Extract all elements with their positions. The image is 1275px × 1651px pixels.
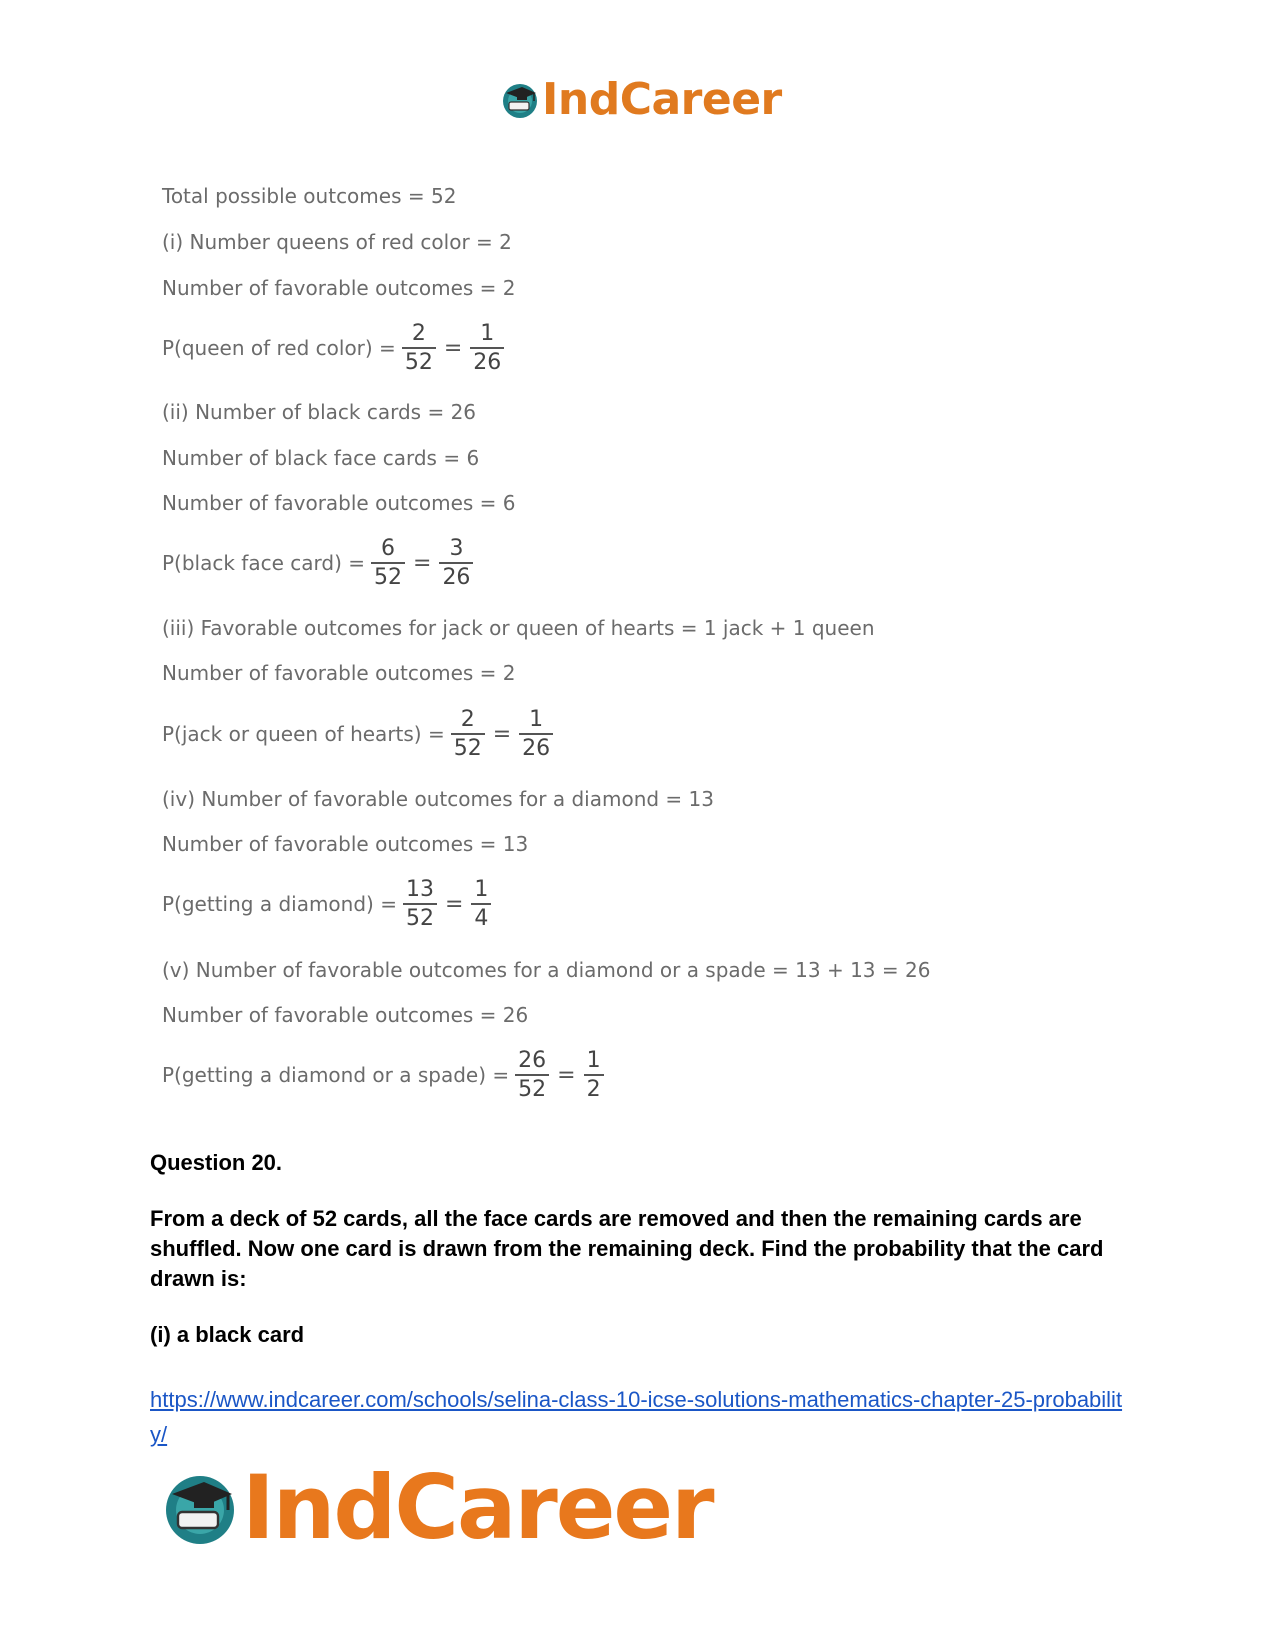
part-v-line-1: (v) Number of favorable outcomes for a diamond or a spade = 13 + 13 = 26 bbox=[162, 958, 931, 982]
total-outcomes-line: Total possible outcomes = 52 bbox=[162, 184, 457, 208]
denominator: 52 bbox=[402, 347, 436, 374]
fraction bbox=[371, 537, 405, 589]
prob-label: P(black face card) = bbox=[162, 551, 365, 576]
part-iv-probability bbox=[162, 878, 497, 930]
denominator: 52 bbox=[451, 733, 485, 760]
footer-logo-text: IndCareer bbox=[242, 1456, 713, 1559]
question-title: Question 20. bbox=[150, 1150, 283, 1175]
question-body: From a deck of 52 cards, all the face cards are removed and then the remaining cards are shuffled. Now one card is drawn from the remaining deck. Find the probability that the card drawn is: bbox=[150, 1206, 1104, 1291]
numerator: 1 bbox=[586, 1048, 601, 1073]
denominator: 52 bbox=[371, 562, 405, 589]
fraction bbox=[403, 878, 437, 930]
prob-label: P(getting a diamond) = bbox=[162, 892, 397, 917]
denominator: 52 bbox=[515, 1074, 549, 1101]
part-ii-line-2: Number of black face cards = 6 bbox=[162, 446, 480, 470]
equals-sign: = bbox=[492, 721, 512, 747]
fraction bbox=[519, 708, 553, 760]
prob-label: P(jack or queen of hearts) = bbox=[162, 722, 445, 747]
fraction bbox=[451, 708, 485, 760]
prob-label: P(queen of red color) = bbox=[162, 336, 396, 361]
numerator: 26 bbox=[518, 1048, 547, 1073]
numerator: 6 bbox=[381, 536, 395, 561]
equals-sign: = bbox=[557, 1062, 576, 1088]
numerator: 2 bbox=[411, 321, 426, 346]
part-i-probability bbox=[162, 322, 510, 374]
fraction bbox=[584, 1049, 604, 1101]
denominator: 26 bbox=[470, 347, 504, 374]
part-v-line-2: Number of favorable outcomes = 26 bbox=[162, 1003, 529, 1027]
header-logo-text: IndCareer bbox=[542, 74, 782, 125]
graduation-cap-book-icon bbox=[500, 80, 540, 120]
denominator: 2 bbox=[584, 1074, 604, 1101]
part-iv-line-2: Number of favorable outcomes = 13 bbox=[162, 832, 529, 856]
part-ii-line-3: Number of favorable outcomes = 6 bbox=[162, 491, 516, 515]
question-part-i: (i) a black card bbox=[150, 1322, 305, 1347]
part-i-line-1: (i) Number queens of red color = 2 bbox=[162, 230, 512, 254]
fraction bbox=[515, 1049, 549, 1101]
numerator: 2 bbox=[460, 707, 475, 732]
part-iii-line-1: (iii) Favorable outcomes for jack or queen of hearts = 1 jack + 1 queen bbox=[162, 616, 875, 640]
numerator: 1 bbox=[529, 707, 544, 732]
part-iv-line-1: (iv) Number of favorable outcomes for a diamond = 13 bbox=[162, 787, 714, 811]
numerator: 1 bbox=[480, 321, 495, 346]
part-iii-line-2: Number of favorable outcomes = 2 bbox=[162, 661, 516, 685]
equals-sign: = bbox=[444, 891, 464, 917]
fraction bbox=[439, 537, 473, 589]
source-link[interactable]: https://www.indcareer.com/schools/selina-class-10-icse-solutions-mathematics-chapter-25-probability/ bbox=[150, 1387, 1123, 1447]
footer-logo[interactable] bbox=[160, 1456, 713, 1559]
fraction bbox=[402, 322, 436, 374]
graduation-cap-book-icon bbox=[160, 1468, 240, 1548]
part-ii-line-1: (ii) Number of black cards = 26 bbox=[162, 400, 477, 424]
part-iii-probability bbox=[162, 708, 559, 760]
part-i-line-2: Number of favorable outcomes = 2 bbox=[162, 276, 516, 300]
denominator: 52 bbox=[403, 903, 437, 930]
fraction bbox=[470, 322, 504, 374]
header-logo[interactable] bbox=[500, 74, 782, 125]
fraction bbox=[471, 878, 491, 930]
part-ii-probability bbox=[162, 537, 479, 589]
prob-label: P(getting a diamond or a spade) = bbox=[162, 1063, 510, 1088]
part-v-probability bbox=[162, 1049, 610, 1101]
denominator: 26 bbox=[439, 562, 473, 589]
denominator: 26 bbox=[519, 733, 553, 760]
numerator: 3 bbox=[449, 536, 464, 561]
denominator: 4 bbox=[471, 903, 491, 930]
numerator: 13 bbox=[405, 877, 434, 902]
numerator: 1 bbox=[474, 877, 489, 902]
equals-sign: = bbox=[413, 550, 432, 576]
equals-sign: = bbox=[443, 335, 463, 361]
